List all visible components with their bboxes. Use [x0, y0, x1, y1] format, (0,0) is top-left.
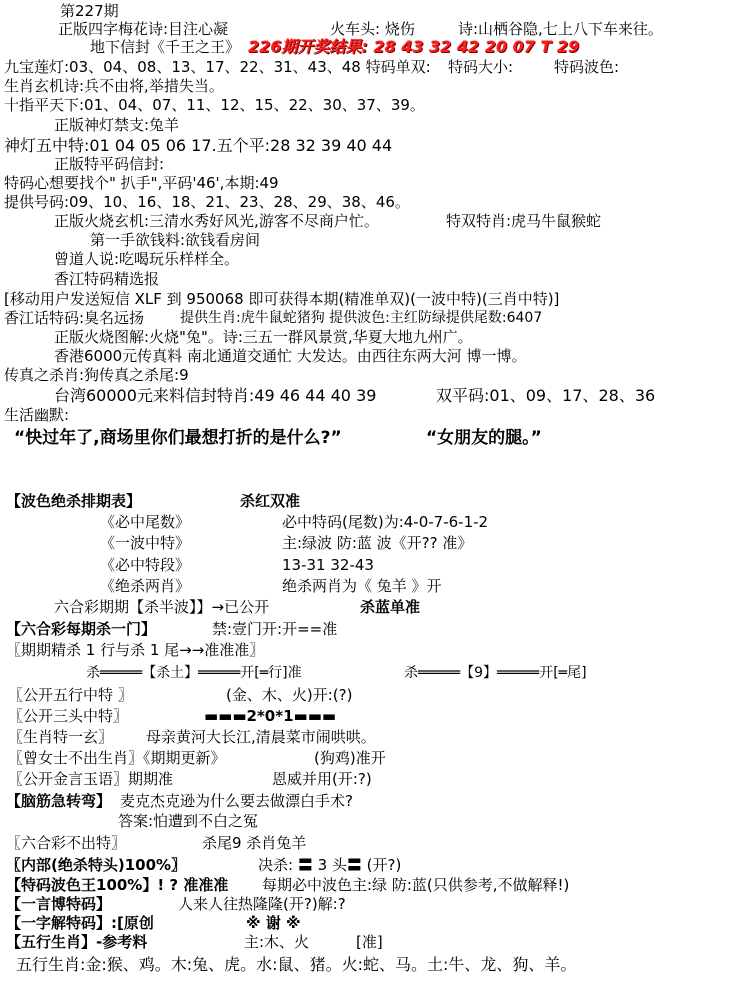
half-wave-label: 六合彩期期【杀半波】】→已公开	[54, 598, 270, 616]
internal-kill-value: 决杀: 〓 3 头〓 (开?)	[258, 856, 402, 874]
kill-tail-row: 杀═════【9】═════开[═尾]	[404, 665, 587, 681]
kill-two-label: 《绝杀两肖》	[100, 577, 191, 595]
kill-red-double: 杀红双准	[240, 492, 301, 510]
three-head-label: 〖公开三头中特〗	[8, 707, 129, 725]
fire-diagram: 正版火烧图解:火烧"兔"。诗:三五一群风景赏,华夏大地九州广。	[54, 328, 473, 346]
hk-talk: 香江话特码:臭名远扬	[4, 309, 145, 327]
taiwan-envelope: 台湾60000元来料信封特肖:49 46 44 40 39	[54, 386, 377, 405]
fax-kill: 传真之杀肖:狗传真之杀尾:9	[4, 366, 189, 384]
poem-line: 诗:山栖谷隐,七上八下车来往。	[458, 20, 663, 38]
lotus-lamp-numbers: 九宝莲灯:03、04、08、13、17、22、31、43、48 特码单双:	[4, 58, 431, 76]
special-size: 特码大小:	[448, 58, 514, 76]
sms-promo: [移动用户发送短信 XLF 到 950068 即可获得本期(精准单双)(一波中特)(三肖中特)]	[4, 290, 560, 308]
issue-number: 第227期	[60, 2, 119, 20]
kill-blue-single: 杀蓝单准	[360, 598, 421, 616]
five-elements-value: (金、木、火)开:(?)	[226, 686, 353, 704]
one-char-value: ※ 谢 ※	[246, 914, 301, 932]
daoren-says: 曾道人说:吃喝玩乐样样全。	[54, 250, 240, 268]
ten-fingers: 十指平天下:01、04、07、11、12、15、22、30、37、39。	[4, 96, 425, 114]
hk-fax: 香港6000元传真料 南北通道交通忙 大发达。由西往东两大河 博一博。	[54, 347, 527, 365]
one-word-value: 人来人往热隆隆(开?)解:?	[178, 895, 346, 913]
five-zodiac-label: 【五行生肖】-参考料	[6, 933, 148, 951]
lamp-ban: 正版神灯禁支:兔羊	[54, 116, 180, 134]
envelope-title: 正版特平码信封:	[54, 155, 165, 173]
provided-numbers: 提供号码:09、10、16、18、21、23、28、29、38、46。	[4, 193, 410, 211]
kill-door-label: 【六合彩每期杀一门】	[6, 620, 157, 638]
zodiac-mystery-label: 〖生肖特一玄〗	[8, 728, 114, 746]
internal-kill-label: 〖内部(绝杀特头)100%〗	[6, 856, 187, 874]
no-special-value: 杀尾9 杀肖兔羊	[202, 834, 307, 852]
five-zodiac-main: 主:木、火	[244, 933, 310, 951]
special-color: 特码波色:	[554, 58, 620, 76]
three-head-value: ▬▬▬2*0*1▬▬▬	[204, 707, 337, 725]
must-tail-value: 必中特码(尾数)为:4-0-7-6-1-2	[282, 513, 489, 531]
ms-zeng-label: 〖曾女士不出生肖〗《期期更新》	[8, 749, 226, 767]
hk-report-title: 香江特码精选报	[54, 270, 160, 288]
five-elements-label: 〖公开五行中特 〗	[8, 686, 133, 704]
kill-door-value: 禁:壹门开:开==准	[212, 620, 338, 638]
no-special-label: 〖六合彩不出特〗	[6, 834, 127, 852]
joke-answer: “女朋友的腿。”	[426, 428, 542, 448]
five-zodiac-tag: [准]	[356, 933, 383, 951]
kill-earth-row: 杀═════【杀土】═════开[═行]准	[86, 665, 302, 681]
provided-zodiac: 提供生肖:虎牛鼠蛇猪狗 提供波色:主红防绿提供尾数:6407	[180, 310, 543, 326]
humor-title: 生活幽默:	[4, 406, 70, 424]
brain-teaser-question: 麦克杰克逊为什么要去做漂白手术?	[120, 792, 353, 810]
one-word-label: 【一言博特码】	[6, 895, 112, 913]
double-zodiac: 特双特肖:虎马牛鼠猴蛇	[446, 212, 602, 230]
must-tail-label: 《必中尾数》	[100, 513, 191, 531]
double-flat: 双平码:01、09、17、28、36	[436, 386, 656, 405]
plum-poem: 正版四字梅花诗:目注心凝	[58, 20, 229, 38]
one-wave-label: 《一波中特》	[100, 534, 191, 552]
fire-mystery: 正版火烧玄机:三清水秀好风光,游客不尽商户忙。	[54, 212, 379, 230]
kill-row-title: 〖期期精杀 1 行与杀 1 尾→→准准准〗	[6, 641, 265, 659]
joke-question: “快过年了,商场里你们最想打折的是什么?”	[14, 428, 342, 448]
lotus-lamp	[4, 58, 431, 77]
must-segment-label: 《必中特段》	[100, 556, 191, 574]
kill-two-value: 绝杀两肖为《 兔羊 》开	[282, 577, 442, 595]
ms-zeng-value: (狗鸡)准开	[314, 749, 386, 767]
train-head: 火车头: 烧伤	[330, 20, 415, 38]
underground-envelope: 地下信封《千王之王》	[90, 38, 241, 56]
color-king-label: 【特码波色王100%】! ? 准准准	[6, 876, 229, 894]
zodiac-mystery-value: 母亲黄河大长江,清晨菜市闹哄哄。	[146, 728, 376, 746]
lamp-five: 神灯五中特:01 04 05 06 17.五个平:28 32 39 40 44	[4, 136, 393, 155]
golden-words-value: 恩威并用(开:?)	[272, 770, 372, 788]
color-king-value: 每期必中波色主:绿 防:蓝(只供参考,不做解释!)	[262, 876, 570, 894]
pickpocket-hint: 特码心想要找个" 扒手",平码'46',本期:49	[4, 174, 279, 192]
zodiac-poem: 生肖玄机诗:兵不由将,举措失当。	[4, 77, 224, 95]
first-hand: 第一手欲钱料:欲钱看房间	[90, 231, 261, 249]
one-char-label: 【一字解特码】:[原创	[6, 914, 154, 932]
must-segment-value: 13-31 32-43	[282, 556, 374, 574]
one-wave-value: 主:绿波 防:蓝 波《开?? 准》	[282, 534, 473, 552]
golden-words-label: 〖公开金言玉语〗期期准	[8, 770, 174, 788]
color-kill-title: 【波色绝杀排期表】	[6, 492, 142, 510]
draw-result: 226期开奖结果: 28 43 32 42 20 07 T 29	[248, 37, 580, 56]
five-zodiac-list: 五行生肖:金:猴、鸡。木:兔、虎。水:鼠、猪。火:蛇、马。土:牛、龙、狗、羊。	[16, 955, 577, 974]
brain-teaser-answer: 答案:怕遭到不白之冤	[118, 812, 259, 830]
brain-teaser-label: 【脑筋急转弯】	[6, 792, 112, 810]
